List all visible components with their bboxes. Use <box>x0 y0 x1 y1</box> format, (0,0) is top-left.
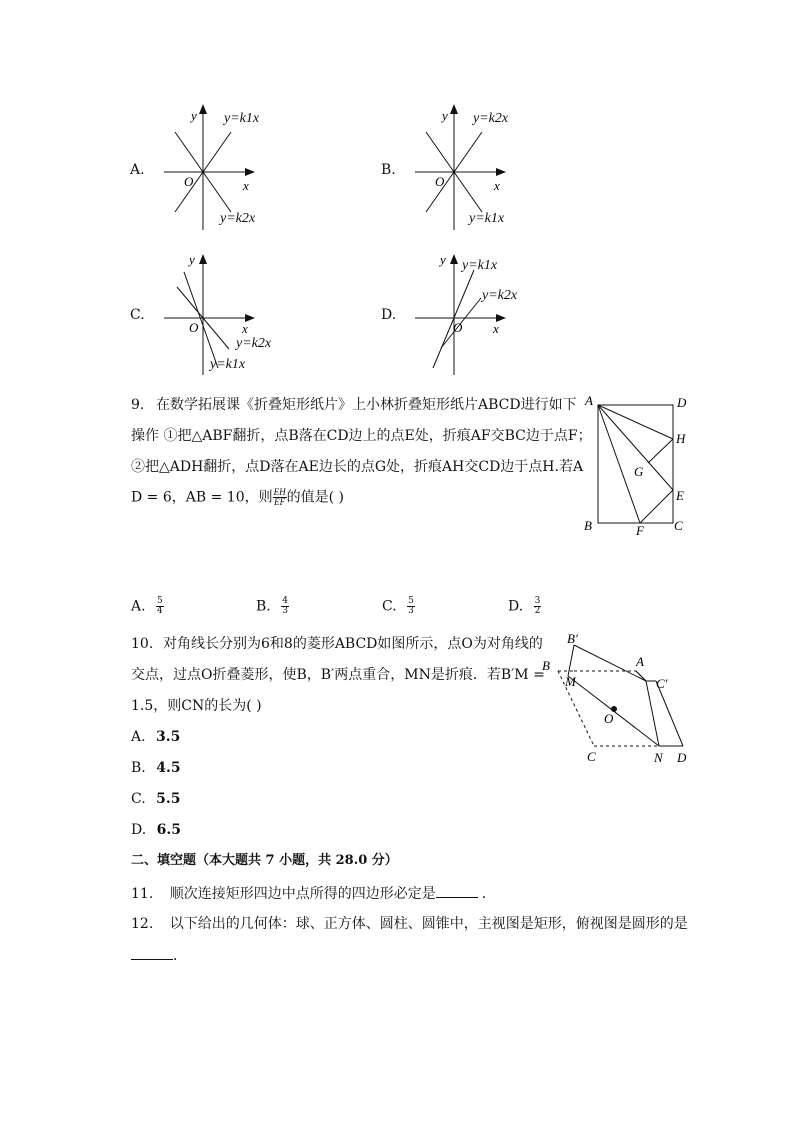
q11-number: 11. <box>131 886 154 902</box>
q10-option-d[interactable] <box>131 822 181 838</box>
q11-text: 顺次连接矩形四边中点所得的四边形必定是 <box>169 886 436 902</box>
q9-label-b: B <box>584 518 592 533</box>
origin-label: O <box>189 320 199 335</box>
x-axis-label: x <box>493 321 499 336</box>
q12-end: ． <box>173 948 187 964</box>
q9-line2: 操作 ①把△ABF翻折，点B落在CD边上的点E处，折痕AF交BC边于点F； <box>131 428 592 444</box>
q9-ratio <box>273 488 287 507</box>
q9-option-b[interactable] <box>256 597 289 616</box>
q10-option-a-letter: A. <box>131 729 146 745</box>
q9-number: 9. <box>131 397 145 413</box>
q10-number: 10. <box>131 636 154 652</box>
option-a-letter: A. <box>130 162 145 178</box>
q10-line1: 对角线长分别为6和8的菱形ABCD如图所示，点O为对角线的 <box>163 636 543 652</box>
y-axis-label: y <box>191 108 197 123</box>
q10-line2: 交点，过点O折叠菱形，使B，B′两点重合，MN是折痕．若B′M = <box>131 667 545 683</box>
option-b-letter: B. <box>381 162 396 178</box>
section-2-title: 二、填空题（本大题共 7 小题，共 28.0 分） <box>131 853 398 868</box>
q9-label-e: E <box>676 488 684 503</box>
q11-answer-blank[interactable] <box>436 885 478 898</box>
y-axis-label: y <box>440 252 446 267</box>
q9-line3: ②把△ADH翻折，点D落在AE边长的点G处，折痕AH交CD边于点H.若A <box>131 459 584 475</box>
q10-label-d: D <box>677 750 687 765</box>
q9-ratio-den: EF <box>274 497 286 507</box>
option-d-letter: D. <box>381 307 397 323</box>
option-b-upper-line-label: y=k2x <box>473 111 509 126</box>
q9-option-a[interactable] <box>131 597 164 616</box>
option-a-upper-line-label: y=k1x <box>224 111 260 126</box>
option-b-lower-line-label: y=k1x <box>469 211 505 226</box>
q9-option-d-num: 3 <box>534 596 541 606</box>
origin-label: O <box>435 174 445 189</box>
origin-label: O <box>184 174 194 189</box>
q10-option-b-letter: B. <box>131 760 146 776</box>
q12-number: 12. <box>131 916 154 932</box>
q12-answer-blank[interactable] <box>131 947 173 960</box>
q9-line1: 在数学拓展课《折叠矩形纸片》上小林折叠矩形纸片ABCD进行如下 <box>156 397 577 413</box>
y-axis-label: y <box>189 252 195 267</box>
q9-label-f: F <box>636 523 644 538</box>
q12-text: 以下给出的几何体：球、正方体、圆柱、圆锥中，主视图是矩形，俯视图是圆形的是 <box>169 916 688 932</box>
q9-line4-post: 的值是( ) <box>286 489 344 506</box>
option-c-letter: C. <box>130 307 145 323</box>
q9-option-d-letter: D. <box>508 598 524 615</box>
q9-figure <box>580 393 695 543</box>
option-a-lower-line-label: y=k2x <box>220 211 256 226</box>
q9-label-h: H <box>676 431 686 446</box>
x-axis-label: x <box>243 178 249 193</box>
q9-option-a-letter: A. <box>131 598 146 615</box>
q9-option-c-num: 5 <box>408 596 414 606</box>
q9-label-a: A <box>585 393 593 408</box>
q10-label-n: N <box>654 750 663 765</box>
q9-line4 <box>131 488 344 507</box>
option-c-lower-line-label: y=k1x <box>210 357 246 372</box>
q10-option-c[interactable] <box>131 791 180 807</box>
q9-option-c[interactable] <box>382 597 415 616</box>
q9-option-d-den: 2 <box>534 606 541 616</box>
q9-option-c-letter: C. <box>382 598 397 615</box>
q9-line4-pre: D = 6，AB = 10，则 <box>131 489 273 506</box>
q10-label-c: C <box>587 749 596 764</box>
q10-label-a: A <box>636 654 644 669</box>
q10-option-d-value: 6.5 <box>156 822 181 838</box>
q10-label-m: M <box>565 674 576 689</box>
q12-line1 <box>131 916 688 932</box>
q9-option-b-num: 4 <box>282 596 288 606</box>
q12-line2 <box>131 947 187 964</box>
q9-option-a-den: 4 <box>157 606 163 616</box>
q10-label-o: O <box>604 711 614 726</box>
q9-label-g: G <box>634 464 644 479</box>
q10-option-a-value: 3.5 <box>156 729 181 745</box>
x-axis-label: x <box>494 178 500 193</box>
q9-option-d[interactable] <box>508 597 541 616</box>
option-c-upper-line-label: y=k2x <box>236 336 272 351</box>
q11-end: ． <box>481 886 496 902</box>
q9-option-b-letter: B. <box>256 598 271 615</box>
q9-label-d: D <box>677 395 687 410</box>
q10-label-b: B <box>542 658 550 673</box>
q9-option-b-den: 3 <box>282 606 288 616</box>
q10-figure <box>536 628 706 768</box>
q10-option-d-letter: D. <box>131 822 147 838</box>
q10-option-b-value: 4.5 <box>156 760 181 776</box>
q10-line3: 1.5，则CN的长为( ) <box>131 698 262 714</box>
option-d-upper-line-label: y=k1x <box>462 258 498 273</box>
q10-label-b-prime: B′ <box>567 631 578 646</box>
x-axis-label: x <box>242 321 248 336</box>
question-11 <box>131 885 496 902</box>
option-d-lower-line-label: y=k2x <box>482 288 518 303</box>
q9-option-c-den: 3 <box>408 606 414 616</box>
q9-option-a-num: 5 <box>157 596 163 606</box>
q10-label-c-prime: C′ <box>656 676 668 691</box>
q10-option-c-value: 5.5 <box>156 791 181 807</box>
y-axis-label: y <box>442 108 448 123</box>
q9-ratio-num: EH <box>273 487 286 497</box>
q10-option-a[interactable] <box>131 729 180 745</box>
q10-option-b[interactable] <box>131 760 181 776</box>
origin-label: O <box>453 320 463 335</box>
q10-option-c-letter: C. <box>131 791 146 807</box>
q9-label-c: C <box>674 518 683 533</box>
